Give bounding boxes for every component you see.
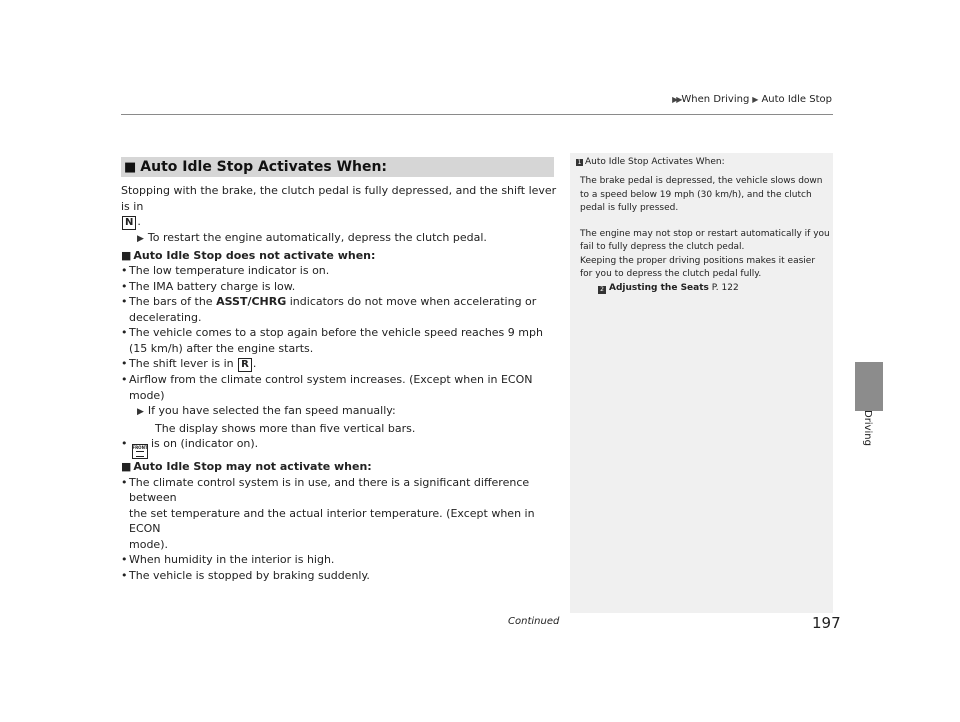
not-activate-list	[121, 263, 561, 459]
cross-reference-label[interactable]: Adjusting the Seats	[609, 282, 709, 293]
list-item	[121, 356, 561, 372]
side-note-title-text: Auto Idle Stop Activates When:	[585, 157, 725, 167]
side-note-paragraph: Keeping the proper driving positions makes it easier for you to depress the clutch pedal fully.	[580, 255, 816, 279]
page-number: 197	[812, 614, 841, 632]
list-item	[121, 436, 561, 459]
list-item: • The climate control system is in use, and there is a significant difference between	[121, 475, 561, 506]
chapter-tab-marker[interactable]	[855, 362, 883, 411]
breadcrumb-auto-idle-stop[interactable]: Auto Idle Stop	[761, 94, 832, 105]
chapter-tab-text: Driving	[862, 410, 873, 446]
list-item-continuation: the set temperature and the actual interior temperature. (Except when in ECON	[129, 506, 535, 535]
list-sub-item	[121, 403, 561, 421]
list-item-continuation: mode).	[129, 537, 168, 551]
list-item: • The low temperature indicator is on.	[121, 263, 561, 279]
cross-reference-icon: 2	[598, 286, 606, 294]
list-item-continuation: (15 km/h) after the engine starts.	[129, 341, 314, 355]
restart-note-text: To restart the engine automatically, depress the clutch pedal.	[147, 231, 487, 244]
intro-paragraph	[121, 183, 561, 214]
reference-icon: 1	[577, 158, 582, 166]
may-not-activate-heading-text: Auto Idle Stop may not activate when:	[133, 460, 372, 473]
not-activate-heading	[121, 248, 561, 264]
list-item: • When humidity in the interior is high.	[121, 552, 561, 568]
list-item-text: indicators do not move when accelerating or	[286, 295, 537, 308]
section-heading	[121, 157, 554, 177]
list-item-continuation: decelerating.	[129, 310, 202, 324]
cross-reference-link[interactable]	[580, 282, 830, 296]
chapter-tab-label	[855, 410, 883, 470]
breadcrumb-when-driving[interactable]: When Driving	[681, 94, 750, 105]
cross-reference-page: P. 122	[711, 282, 739, 293]
list-item: • The IMA battery charge is low.	[121, 279, 561, 295]
arrow-icon: ▶	[752, 95, 759, 104]
front-defroster-icon	[132, 444, 148, 459]
header-divider	[121, 114, 833, 115]
intro-key-line	[121, 214, 561, 230]
list-sub-item-text: If you have selected the fan speed manually:	[147, 404, 396, 417]
list-item: • Airflow from the climate control system increases. (Except when in ECON mode)	[121, 372, 561, 403]
main-content	[121, 183, 561, 583]
side-note-paragraph: The engine may not stop or restart automatically if you fail to fully depress the clutch pedal.	[580, 228, 830, 252]
square-bullet-icon: ■	[121, 460, 132, 473]
intro-text: Stopping with the brake, the clutch pedal is fully depressed, and the shift lever is in	[121, 184, 557, 213]
double-arrow-icon: ▶▶	[672, 95, 681, 104]
intro-end: .	[137, 215, 141, 228]
list-item-text: is on (indicator on).	[151, 437, 259, 450]
may-not-activate-list	[121, 475, 561, 584]
section-title: Auto Idle Stop Activates When:	[140, 159, 388, 175]
list-item-text: The bars of the	[129, 295, 217, 308]
triangle-arrow-icon: ▶	[137, 234, 144, 244]
list-item: • The vehicle comes to a stop again before the vehicle speed reaches 9 mph	[121, 325, 561, 341]
reverse-gear-key: R	[238, 358, 252, 372]
asst-chrg-label: ASST/CHRG	[216, 295, 287, 308]
list-item-text: The shift lever is in	[129, 357, 234, 370]
breadcrumb	[671, 94, 832, 105]
neutral-gear-key: N	[122, 216, 136, 230]
list-item-text: .	[252, 357, 257, 370]
square-bullet-icon: ■	[121, 248, 132, 262]
front-defroster-icon-label: • FRONT	[132, 445, 148, 450]
may-not-activate-heading	[121, 459, 561, 475]
side-note-title	[576, 157, 725, 167]
continued-label: Continued	[508, 616, 560, 627]
not-activate-heading-text: Auto Idle Stop does not activate when:	[133, 248, 376, 262]
side-note-paragraph: The brake pedal is depressed, the vehicle slows down to a speed below 19 mph (30 km/h), and the clutch pedal is fully pressed.	[580, 176, 823, 213]
restart-note	[121, 230, 561, 248]
list-item	[121, 294, 561, 310]
list-item: • The vehicle is stopped by braking suddenly.	[121, 568, 561, 584]
square-bullet-icon: ■	[124, 159, 137, 175]
triangle-arrow-icon: ▶	[137, 407, 144, 417]
side-note-body	[580, 175, 830, 295]
list-sub-item-continuation: The display shows more than five vertical bars.	[155, 421, 416, 435]
